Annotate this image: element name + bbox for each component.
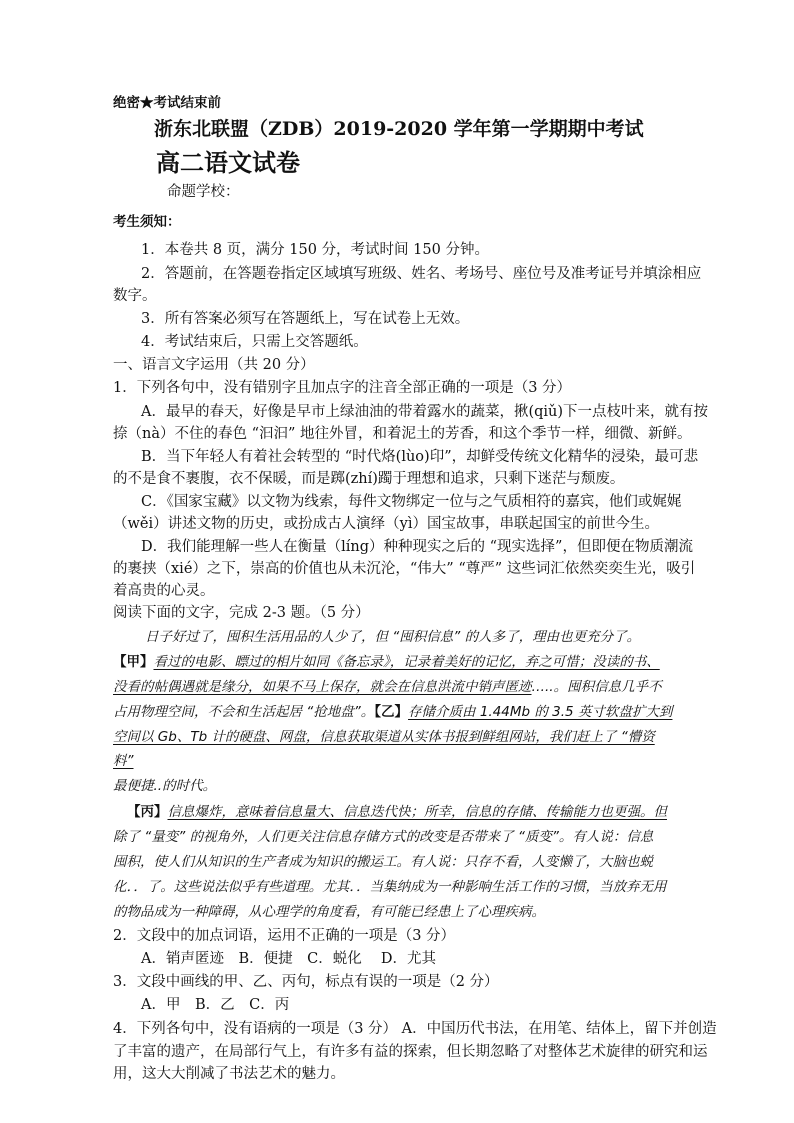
- reading-mid-2: 最便捷..的时代。: [113, 778, 217, 794]
- q3-options: A．甲 B．乙 C．丙: [141, 997, 290, 1013]
- notice-item-4: 4．考试结束后，只需上交答题纸。: [141, 334, 368, 350]
- yi-label: 【乙】: [374, 704, 409, 720]
- notice-item-2: 2．答题前，在答题卷指定区域填写班级、姓名、考场号、座位号及准考证号并填涂相应: [141, 266, 702, 282]
- notice-item-1: 1．本卷共 8 页，满分 150 分，考试时间 150 分钟。: [141, 242, 489, 258]
- q1-option-c: C．《国家宝藏》以文物为线索，每件文物绑定一位与之气质相符的嘉宾，他们或娓娓: [141, 494, 682, 510]
- yi-sentence-3: 料”: [113, 753, 134, 769]
- q1-option-b: B．当下年轻人有着社会转型的 “时代烙(lùo)印”，却鲜受传统文化精华的浸染，最可悲: [141, 449, 699, 465]
- reading-bing-line: [127, 802, 667, 822]
- reading-mid-1: 占用物理空间，不会和生活起居 “抢地盘”。: [113, 704, 375, 720]
- q1-option-a: A．最早的春天，好像是早市上绿油油的带着露水的蔬菜，揪(qiǔ)下一点枝叶来，就有按: [141, 404, 709, 420]
- section-heading: 一、语言文字运用（共 20 分）: [113, 357, 315, 373]
- notice-item-2-cont: 数字。: [113, 288, 157, 304]
- reading-paragraph-1: 日子好过了，囤积生活用品的人少了，但 “囤积信息” 的人多了，理由也更充分了。: [145, 629, 641, 645]
- q1-option-a-cont: 捺（nà）不住的春色 “汩汩” 地往外冒，和着泥土的芳香，和这个季节一样，细微、新鲜。: [113, 426, 692, 442]
- reading-bing-2: 除了 “量变” 的视角外，人们更关注信息存储方式的改变是否带来了 “质变”。有人说：信息: [113, 829, 654, 845]
- reading-bing-3: 囤积，使人们从知识的生产者成为知识的搬运工。有人说：只存不看，人变懒了，大脑也蜕: [113, 854, 653, 870]
- reading-jia-line-2: [113, 677, 662, 697]
- bing-sentence: 信息爆炸，意味着信息量大、信息迭代快；所幸，信息的存储、传输能力也更强。但: [167, 804, 667, 820]
- reading-yi-line: [113, 702, 672, 722]
- q1-option-d: D．我们能理解一些人在衡量（líng）种种现实之后的 “现实选择”，但即便在物质潮流: [141, 539, 693, 555]
- q1-stem: 1．下列各句中，没有错别字且加点字的注音全部正确的一项是（3 分）: [113, 380, 572, 396]
- jia-sentence-2: 没看的帖偶遇就是缘分，如果不马上保存，就会在信息洪流中销声匿迹: [113, 679, 532, 695]
- q2-options: A．销声匿迹 B．便捷 C．蜕化 D．尤其: [141, 951, 436, 967]
- yi-sentence: 存储介质由 1.44Mb 的 3.5 英寸软盘扩大到: [408, 704, 673, 720]
- reading-bing-5: 的物品成为一种障碍，从心理学的角度看，有可能已经患上了心理疾病。: [113, 904, 545, 920]
- jia-end: …..。囤积信息几乎不: [531, 679, 662, 695]
- q1-option-d-cont2: 着高贵的心灵。: [113, 583, 215, 599]
- secret-mark: 绝密★考试结束前: [113, 95, 221, 111]
- q4-line-1: 4．下列各句中，没有语病的一项是（3 分） A．中国历代书法，在用笔、结体上，留下并创造: [113, 1021, 717, 1037]
- q1-option-d-cont: 的裹挟（xié）之下，崇高的价值也从未沉沦，“伟大” “尊严” 这些词汇依然奕奕生光，吸引: [113, 561, 696, 577]
- q4-line-2: 了丰富的遗产，在局部行气上，有许多有益的探索，但长期忽略了对整体艺术旋律的研究和运: [113, 1044, 708, 1060]
- notice-item-3: 3．所有答案必须写在答题纸上，写在试卷上无效。: [141, 311, 470, 327]
- jia-label: 【甲】: [113, 654, 154, 670]
- q1-option-c-cont: （wěi）讲述文物的历史，或扮成古人演绎（yì）国宝故事，串联起国宝的前世今生。: [113, 516, 659, 532]
- reading-jia-line: [113, 652, 660, 672]
- q3-stem: 3．文段中画线的甲、乙、丙句，标点有误的一项是（2 分）: [113, 974, 499, 990]
- yi-sentence-2: 空间以 Gb、Tb 计的硬盘、网盘，信息获取渠道从实体书报到鲜组网站，我们赶上了 “懵资: [113, 729, 655, 745]
- q2-stem: 2．文段中的加点词语，运用不正确的一项是（3 分）: [113, 928, 456, 944]
- notice-heading: 考生须知：: [113, 214, 181, 230]
- q4-line-3: 用，这大大削减了书法艺术的魅力。: [113, 1066, 345, 1082]
- school-label: 命题学校：: [167, 184, 240, 200]
- reading-bing-4: 化．．了。这些说法似乎有些道理。尤其．．当集纳成为一种影响生活工作的习惯，当放弃无用: [113, 879, 667, 895]
- q1-option-b-cont: 的不是食不裹腹，衣不保暖，而是踯(zhí)躅于理想和追求，只剩下迷茫与颓废。: [113, 471, 625, 487]
- paper-title: 高二语文试卷: [156, 148, 300, 177]
- reading-intro: 阅读下面的文字，完成 2-3 题。（5 分）: [113, 605, 370, 621]
- bing-label: 【丙】: [127, 804, 168, 820]
- jia-sentence: 看过的电影、瞟过的相片如同《备忘录》，记录着美好的记忆，弃之可惜；没读的书、: [153, 654, 660, 670]
- exam-title: 浙东北联盟（ZDB）2019-2020 学年第一学期期中考试: [154, 118, 644, 140]
